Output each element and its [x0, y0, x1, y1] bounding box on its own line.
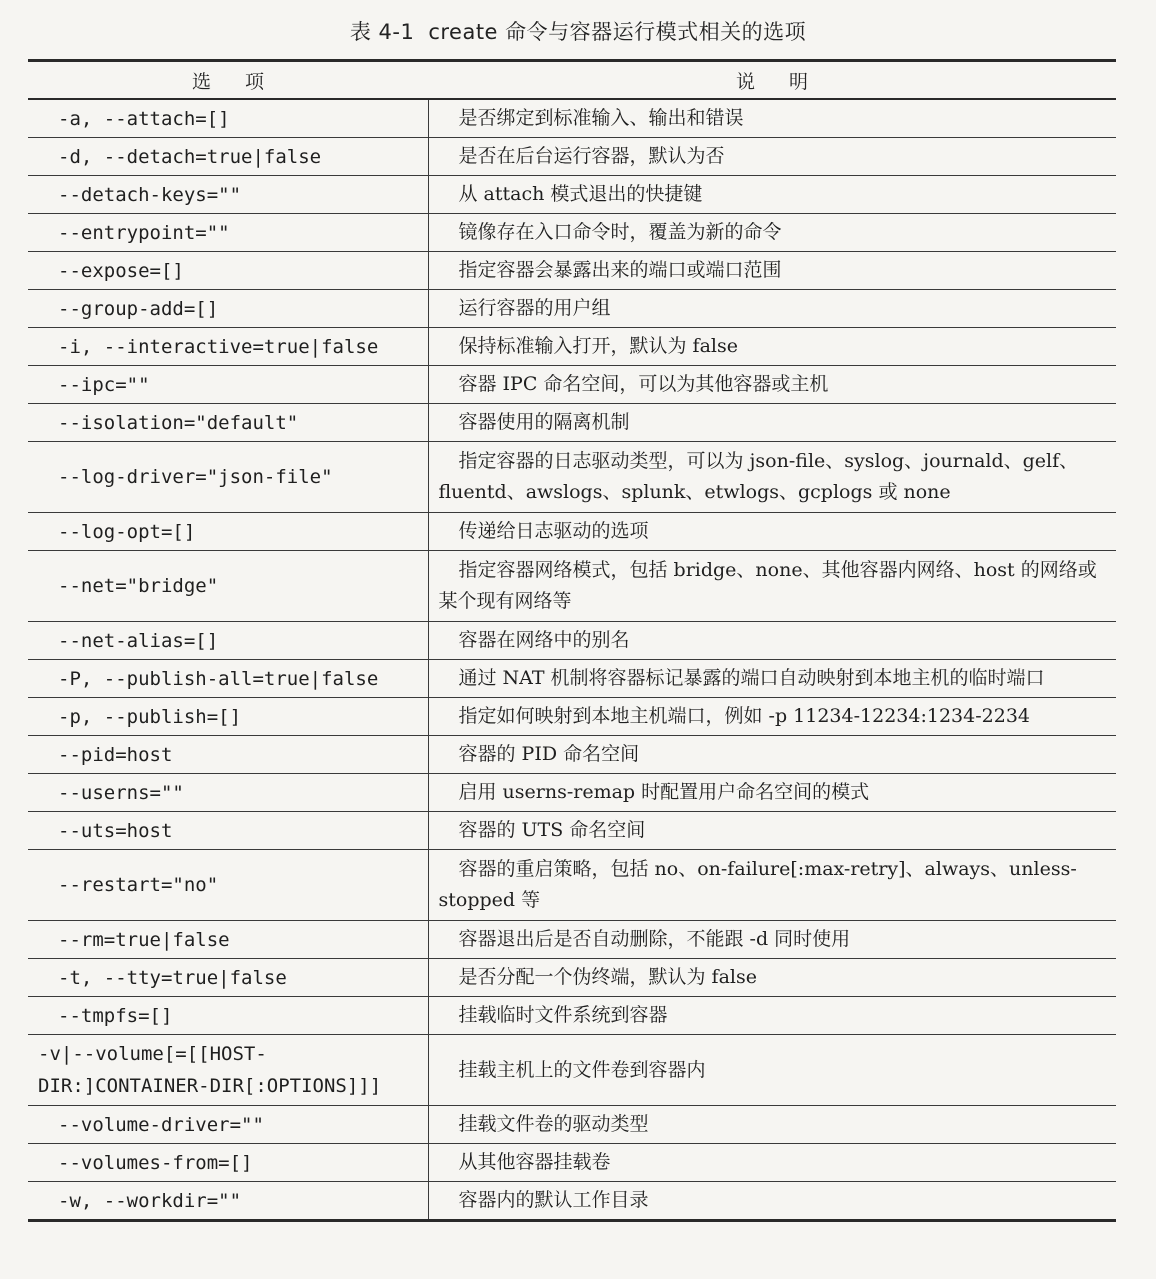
option-cell: -a, --attach=[]: [28, 99, 428, 138]
table-row: [28, 252, 1116, 290]
table-title: create 命令与容器运行模式相关的选项: [428, 20, 807, 44]
option-cell: -t, --tty=true|false: [28, 959, 428, 997]
description-cell: 挂载主机上的文件卷到容器内: [458, 1058, 706, 1081]
option-cell: --expose=[]: [28, 252, 428, 290]
description-cell: 容器的 PID 命名空间: [458, 743, 640, 765]
description-cell: 指定容器会暴露出来的端口或端口范围: [458, 259, 782, 281]
table-row: [28, 214, 1116, 252]
header-option: 选项: [191, 70, 298, 93]
table-row: [28, 328, 1116, 366]
table-row: [28, 1144, 1116, 1182]
table-row: [28, 698, 1116, 736]
description-cell: 容器内的默认工作目录: [458, 1189, 649, 1211]
table-header-row: [28, 61, 1116, 100]
description-cell: 传递给日志驱动的选项: [458, 520, 649, 542]
table-row: [28, 176, 1116, 214]
table-row: [28, 138, 1116, 176]
option-cell: --pid=host: [28, 736, 428, 774]
option-cell: -d, --detach=true|false: [28, 138, 428, 176]
table-row: [28, 366, 1116, 404]
description-cell: 通过 NAT 机制将容器标记暴露的端口自动映射到本地主机的临时端口: [458, 667, 1045, 689]
option-cell: -p, --publish=[]: [28, 698, 428, 736]
description-cell: 指定容器的日志驱动类型，可以为 json-file、syslog、journald、gelf、fluentd、awslogs、splunk、etwlogs、gcplogs 或 none: [438, 450, 1079, 503]
options-table: [28, 59, 1116, 1222]
option-cell: -v|--volume[=[[HOST-DIR:]CONTAINER-DIR[:OPTIONS]]]: [28, 1035, 428, 1106]
option-cell: -i, --interactive=true|false: [28, 328, 428, 366]
description-cell: 容器的 UTS 命名空间: [458, 819, 646, 841]
header-description: 说明: [735, 70, 842, 93]
option-cell: --uts=host: [28, 812, 428, 850]
description-cell: 容器 IPC 命名空间，可以为其他容器或主机: [458, 373, 829, 395]
option-cell: --log-opt=[]: [28, 513, 428, 551]
option-cell: --volumes-from=[]: [28, 1144, 428, 1182]
option-cell: -w, --workdir="": [28, 1182, 428, 1221]
description-cell: 启用 userns-remap 时配置用户命名空间的模式: [458, 781, 870, 803]
option-cell: --group-add=[]: [28, 290, 428, 328]
table-row: [28, 850, 1116, 921]
table-row: [28, 551, 1116, 622]
option-cell: --userns="": [28, 774, 428, 812]
option-cell: --detach-keys="": [28, 176, 428, 214]
description-cell: 是否在后台运行容器，默认为否: [458, 145, 725, 167]
description-cell: 容器的重启策略，包括 no、on-failure[:max-retry]、always、unless-stopped 等: [438, 858, 1077, 911]
option-cell: --rm=true|false: [28, 921, 428, 959]
description-cell: 保持标准输入打开，默认为 false: [458, 335, 738, 357]
description-cell: 指定容器网络模式，包括 bridge、none、其他容器内网络、host 的网络或某个现有网络等: [438, 559, 1097, 612]
table-row: [28, 513, 1116, 551]
table-row: [28, 1035, 1116, 1106]
table-caption: [0, 16, 1156, 46]
option-cell: --tmpfs=[]: [28, 997, 428, 1035]
option-cell: -P, --publish-all=true|false: [28, 660, 428, 698]
option-cell: --ipc="": [28, 366, 428, 404]
table-row: [28, 736, 1116, 774]
table-body: [28, 99, 1116, 1221]
option-cell: --log-driver="json-file": [28, 442, 428, 513]
table-row: [28, 1182, 1116, 1221]
table-row: [28, 774, 1116, 812]
description-cell: 容器退出后是否自动删除，不能跟 -d 同时使用: [458, 928, 851, 950]
table-row: [28, 290, 1116, 328]
description-cell: 挂载文件卷的驱动类型: [458, 1113, 649, 1135]
option-cell: --restart="no": [28, 850, 428, 921]
description-cell: 镜像存在入口命令时，覆盖为新的命令: [458, 221, 782, 243]
description-cell: 挂载临时文件系统到容器: [458, 1004, 668, 1026]
option-cell: --net-alias=[]: [28, 622, 428, 660]
description-cell: 是否分配一个伪终端，默认为 false: [458, 966, 757, 988]
description-cell: 容器使用的隔离机制: [458, 411, 630, 433]
table-row: [28, 812, 1116, 850]
table-row: [28, 660, 1116, 698]
description-cell: 运行容器的用户组: [458, 297, 611, 319]
description-cell: 容器在网络中的别名: [458, 629, 630, 651]
table-row: [28, 404, 1116, 442]
table-row: [28, 442, 1116, 513]
table-row: [28, 1106, 1116, 1144]
table-row: [28, 921, 1116, 959]
option-cell: --entrypoint="": [28, 214, 428, 252]
table-row: [28, 959, 1116, 997]
table-row: [28, 99, 1116, 138]
option-cell: --net="bridge": [28, 551, 428, 622]
option-cell: --isolation="default": [28, 404, 428, 442]
description-cell: 指定如何映射到本地主机端口，例如 -p 11234-12234:1234-2234: [458, 705, 1030, 727]
table-row: [28, 997, 1116, 1035]
option-cell: --volume-driver="": [28, 1106, 428, 1144]
description-cell: 从 attach 模式退出的快捷键: [458, 183, 703, 205]
table-row: [28, 622, 1116, 660]
description-cell: 从其他容器挂载卷: [458, 1151, 611, 1173]
table-number: 表 4-1: [349, 20, 415, 44]
description-cell: 是否绑定到标准输入、输出和错误: [458, 107, 744, 129]
